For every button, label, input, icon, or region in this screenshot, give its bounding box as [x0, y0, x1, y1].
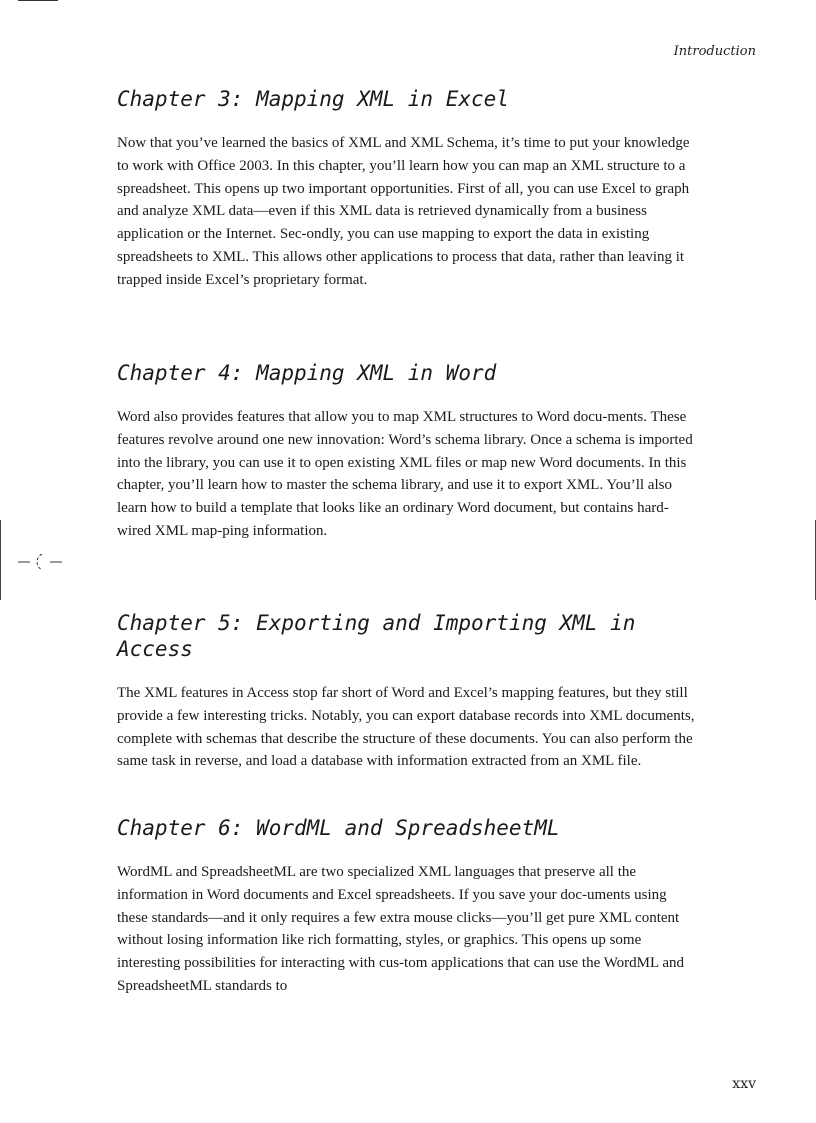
top-crop-rule: [18, 0, 58, 1]
chapter-3-heading: Chapter 3: Mapping XML in Excel: [117, 87, 509, 111]
chapter-4-section: [117, 360, 699, 543]
chapter-5-body: The XML features in Access stop far short of Word and Excel’s mapping features, but they still provide a few interesting tricks. Notably, you can export database records into XML documents, complete with schemas that describe the structure of these documents. You can also perform the same task in reverse, and load a database with information extracted from an XML file.: [117, 685, 695, 770]
chapter-3-section: [117, 86, 699, 292]
left-margin-crop-line: [0, 520, 1, 600]
registration-mark-icon: [18, 550, 62, 574]
chapter-5-heading: Chapter 5: Exporting and Importing XML in Access: [117, 611, 636, 661]
chapter-6-section: [117, 815, 699, 998]
chapter-5-section: [117, 610, 699, 773]
chapter-4-body: Word also provides features that allow you to map XML structures to Word docu-ments. These features revolve around one new innovation: Word’s schema library. Once a schema is imported into the library, you can use it to open existing XML files or map new Word documents. In this chapter, you’ll learn how to master the schema library, and use it to export XML. You’ll also learn how to build a template that looks like an ordinary Word document, but contains hard-wired XML map-ping information.: [117, 409, 693, 539]
running-header: Introduction: [673, 44, 756, 59]
chapter-4-heading: Chapter 4: Mapping XML in Word: [117, 361, 497, 385]
chapter-6-body: WordML and SpreadsheetML are two specialized XML languages that preserve all the information in Word documents and Excel spreadsheets. If you save your doc-uments using these standards—and it only requires a few extra mouse clicks—you’ll get pure XML content without losing information like rich formatting, styles, or graphics. This opens up some interesting possibilities for interacting with cus-tom applications that can use the WordML and SpreadsheetML standards to: [117, 864, 685, 994]
page-number: xxv: [732, 1076, 756, 1092]
chapter-3-body: Now that you’ve learned the basics of XML and XML Schema, it’s time to put your knowledge to work with Office 2003. In this chapter, you’ll learn how you can map an XML structure to a spreadsheet. This opens up two important opportunities. First of all, you can use Excel to graph and analyze XML data—even if this XML data is retrieved dynamically from a business application or the Internet. Sec-ondly, you can use mapping to export the data in existing spreadsheets to XML. This allows other applications to process that data, rather than leaving it trapped inside Excel’s proprietary format.: [117, 135, 690, 288]
chapter-6-heading: Chapter 6: WordML and SpreadsheetML: [117, 816, 560, 840]
